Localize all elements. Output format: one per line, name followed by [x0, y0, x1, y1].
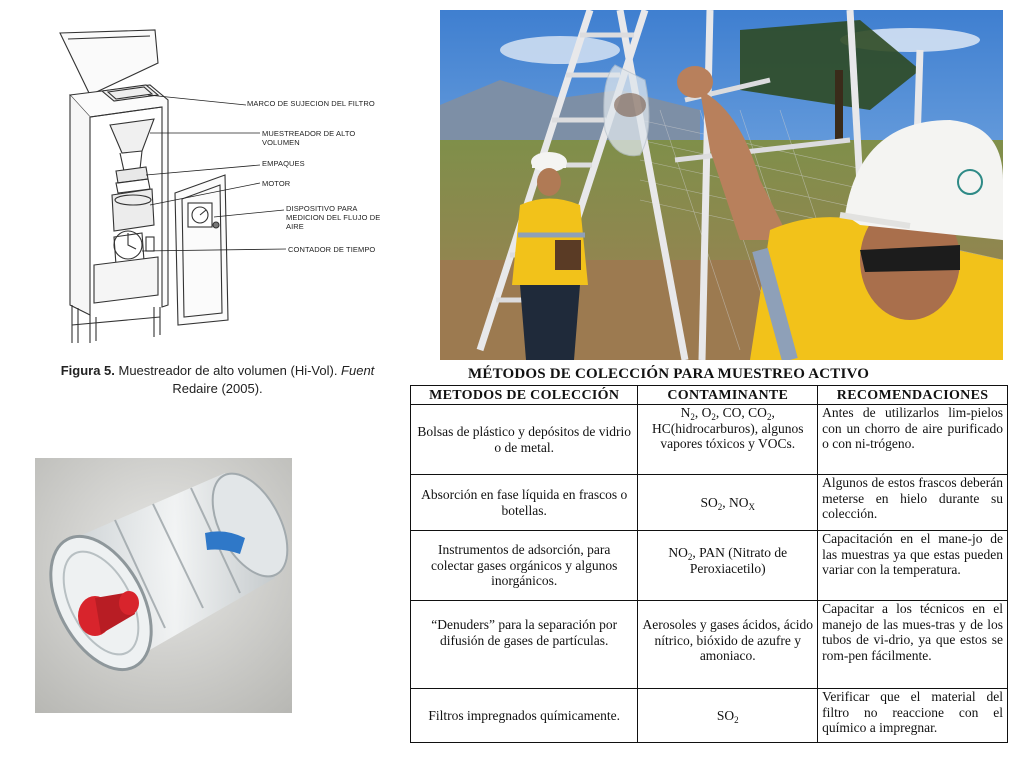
row-4-method: “Denuders” para la separación por difusión de gases de partículas. — [411, 601, 638, 689]
header-contaminant: CONTAMINANTE — [638, 386, 818, 405]
caption-source: Fuent — [341, 363, 375, 378]
sampling-cartridge-photo — [35, 458, 292, 713]
collection-methods-table — [410, 385, 1008, 743]
header-recommendations: RECOMENDACIONES — [818, 386, 1008, 405]
table-header-row — [411, 386, 1008, 405]
callout-timer: CONTADOR DE TIEMPO — [288, 245, 376, 254]
row-2-contaminant: $SO_2$, $NO_X$ — [638, 475, 818, 531]
figure-caption — [25, 362, 410, 398]
callout-filter-frame: MARCO DE SUJECION DEL FILTRO — [247, 99, 375, 108]
row-2-recommendation: Algunos de estos frascos deberán meterse en hielo durante su colección. — [818, 475, 1008, 531]
row-5-recommendation: Verificar que el material del filtro no reaccione con el químico a impregnar. — [818, 689, 1008, 743]
row-2-method: Absorción en fase líquida en frascos o botellas. — [411, 475, 638, 531]
field-sampling-photo — [440, 10, 1003, 360]
callout-flow-device: DISPOSITIVO PARA MEDICION DEL FLUJO DE AIRE — [286, 204, 381, 231]
row-1-recommendation: Antes de utilizarlos lim-pielos con un chorro de aire purificado o con ni-trógeno. — [818, 405, 1008, 475]
caption-line-2: Redaire (2005). — [172, 381, 263, 396]
caption-label: Figura 5. — [60, 363, 115, 378]
row-1-method: Bolsas de plástico y depósitos de vidrio o de metal. — [411, 405, 638, 475]
table-row — [411, 405, 1008, 475]
hi-vol-sampler-diagram — [50, 25, 390, 345]
header-methods: METODOS DE COLECCIÓN — [411, 386, 638, 405]
sampling-cartridge-drawing — [35, 458, 292, 713]
row-4-recommendation: Capacitar a los técnicos en el manejo de las mues-tras y de los tubos de vi-drio, ya que estos se rom-pen fácilmente. — [818, 601, 1008, 689]
table-row — [411, 689, 1008, 743]
row-5-method: Filtros impregnados químicamente. — [411, 689, 638, 743]
table-title: MÉTODOS DE COLECCIÓN PARA MUESTREO ACTIVO — [468, 366, 870, 382]
callout-high-volume-sampler: MUESTREADOR DE ALTO VOLUMEN — [262, 129, 356, 147]
row-3-method: Instrumentos de adsorción, para colectar gases orgánicos y algunos inorgánicos. — [411, 531, 638, 601]
row-4-contaminant: Aerosoles y gases ácidos, ácido nítrico, bióxido de azufre y amoniaco. — [638, 601, 818, 689]
row-3-contaminant: $NO_2$, PAN (Nitrato de Peroxiacetilo) — [638, 531, 818, 601]
table-row — [411, 601, 1008, 689]
caption-text: Muestreador de alto volumen (Hi-Vol). — [114, 363, 342, 378]
field-sampling-photo-drawing — [440, 10, 1003, 360]
row-1-contaminant: $N_2$, $O_2$, CO, $CO_2$, HC(hidrocarburos), algunos vapores tóxicos y VOCs. — [638, 405, 818, 475]
row-3-recommendation: Capacitación en el mane-jo de las muestras ya que estas pueden variar con la temperatura. — [818, 531, 1008, 601]
table-row — [411, 475, 1008, 531]
row-5-contaminant: $SO_2$ — [638, 689, 818, 743]
table-row — [411, 531, 1008, 601]
callout-gaskets: EMPAQUES — [262, 159, 305, 168]
callout-motor: MOTOR — [262, 179, 291, 188]
